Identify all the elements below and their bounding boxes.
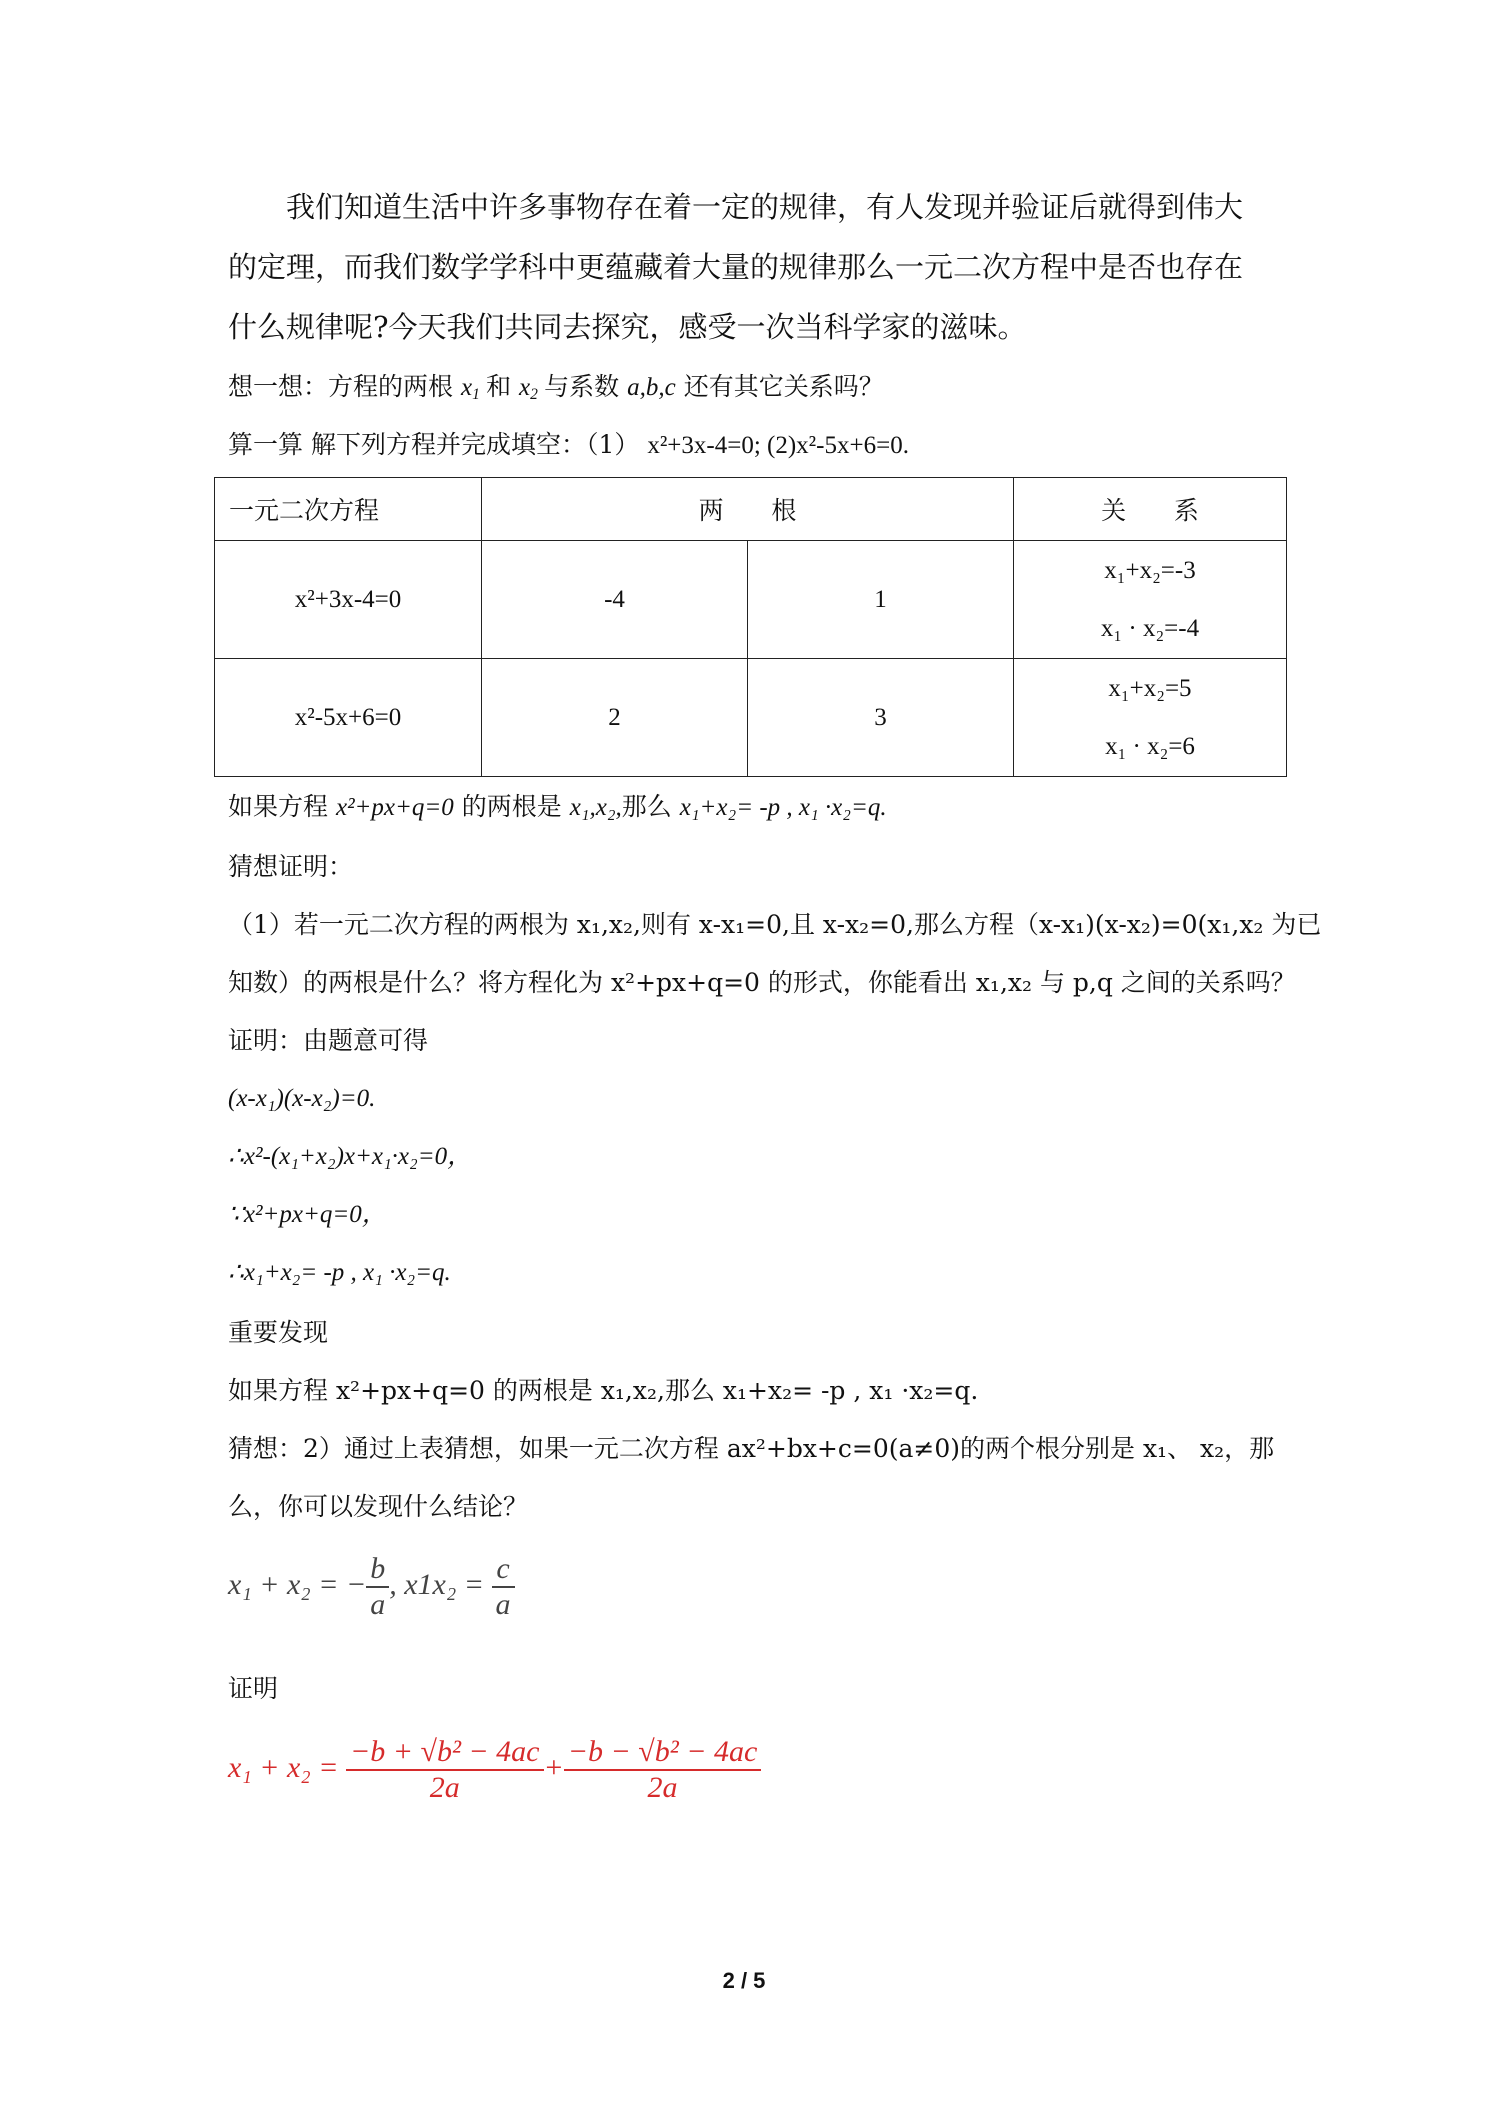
table-row bbox=[215, 541, 1287, 659]
fraction-root-minus: $\frac{\text{−b − √b² − 4ac}}{2a}$ bbox=[564, 1735, 762, 1805]
sum-proof-formula: x₁ + x₂ = $\frac{\text{−b + √b² − 4ac}}{2a}$ + $\frac{\text{−b − √b² − 4ac}}{2a}$ bbox=[228, 1735, 761, 1805]
root-cell: 2 bbox=[482, 659, 748, 777]
sum-relation: x₁+x₂=5 bbox=[1108, 674, 1192, 702]
table-header-row bbox=[215, 478, 1287, 541]
guess-heading: 猜想证明： bbox=[228, 852, 354, 881]
part1-line-1: （1）若一元二次方程的两根为 x₁,x₂,则有 x-x₁=0,且 x-x₂=0,那么方程（x-x₁)(x-x₂)=0(x₁,x₂ 为已 bbox=[228, 910, 1322, 939]
header-relation: 关 系 bbox=[1014, 478, 1287, 541]
think-line: 想一想：方程的两根 $x_1$ 和 $x_2$ 与系数 a,b,c 还有其它关系吗？ bbox=[228, 372, 884, 403]
discovery-line: 如果方程 x²+px+q=0 的两根是 x₁,x₂,那么 x₁+x₂= -p , x₁ ·x₂=q. bbox=[228, 1376, 979, 1405]
proof-step-1: (x-x₁)(x-x₂)=0. bbox=[228, 1085, 376, 1112]
product-relation: x₁ · x₂=6 bbox=[1105, 732, 1195, 760]
intro-line-2: 的定理，而我们数学学科中更蕴藏着大量的规律那么一元二次方程中是否也存在 bbox=[228, 250, 1244, 284]
relation-cell bbox=[1014, 659, 1287, 777]
product-relation: x₁ · x₂=-4 bbox=[1100, 614, 1200, 642]
proof-step-3: ∵x²+px+q=0， bbox=[228, 1201, 387, 1228]
part2-line-1: 猜想：2）通过上表猜想，如果一元二次方程 ax²+bx+c=0(a≠0)的两个根分别是 x₁、 x₂，那 bbox=[228, 1434, 1275, 1463]
relation-cell bbox=[1014, 541, 1287, 659]
fraction-b-over-a: $\frac{b}{a}$ bbox=[366, 1552, 389, 1622]
proof-label: 证明：由题意可得 bbox=[228, 1026, 429, 1055]
root-cell: 3 bbox=[748, 659, 1014, 777]
equation-cell: x²-5x+6=0 bbox=[215, 659, 482, 777]
part1-line-2: 知数）的两根是什么？将方程化为 x²+px+q=0 的形式，你能看出 x₁,x₂ 与 p,q 之间的关系吗？ bbox=[228, 968, 1296, 997]
statement-line: 如果方程 x²+px+q=0 的两根是 x₁,x₂,那么 x₁+x₂= -p , x₁ ·x₂=q. bbox=[228, 792, 887, 821]
table-row bbox=[215, 659, 1287, 777]
intro-line-3: 什么规律呢?今天我们共同去探究，感受一次当科学家的滋味。 bbox=[228, 310, 1027, 344]
fraction-c-over-a: $\frac{c}{a}$ bbox=[492, 1552, 515, 1622]
part2-line-2: 么，你可以发现什么结论？ bbox=[228, 1492, 529, 1521]
proof-step-2: ∴x²-(x₁+x₂)x+x₁·x₂=0， bbox=[228, 1143, 473, 1170]
sum-relation: x₁+x₂=-3 bbox=[1104, 556, 1196, 584]
proof2-label: 证明 bbox=[228, 1674, 279, 1703]
root-cell: -4 bbox=[482, 541, 748, 659]
discovery-heading: 重要发现 bbox=[228, 1318, 329, 1347]
equation-cell: x²+3x-4=0 bbox=[215, 541, 482, 659]
proof-step-4: ∴x₁+x₂= -p , x₁ ·x₂=q. bbox=[228, 1259, 451, 1286]
fraction-root-plus: $\frac{\text{−b + √b² − 4ac}}{2a}$ bbox=[346, 1735, 544, 1805]
header-equation: 一元二次方程 bbox=[215, 478, 482, 541]
calc-line: 算一算 解下列方程并完成填空：（1） x²+3x-4=0; (2)x²-5x+6=0. bbox=[228, 430, 909, 459]
root-cell: 1 bbox=[748, 541, 1014, 659]
intro-line-1: 我们知道生活中许多事物存在着一定的规律，有人发现并验证后就得到伟大 bbox=[286, 190, 1244, 224]
page-number: 2 / 5 bbox=[722, 1968, 766, 1993]
roots-table bbox=[214, 477, 1287, 777]
header-roots: 两 根 bbox=[482, 478, 1014, 541]
vieta-formula: x₁ + x₂ = − $\frac{b}{a}$ , x1x₂ = $\frac{c}{a}$ bbox=[228, 1552, 515, 1622]
